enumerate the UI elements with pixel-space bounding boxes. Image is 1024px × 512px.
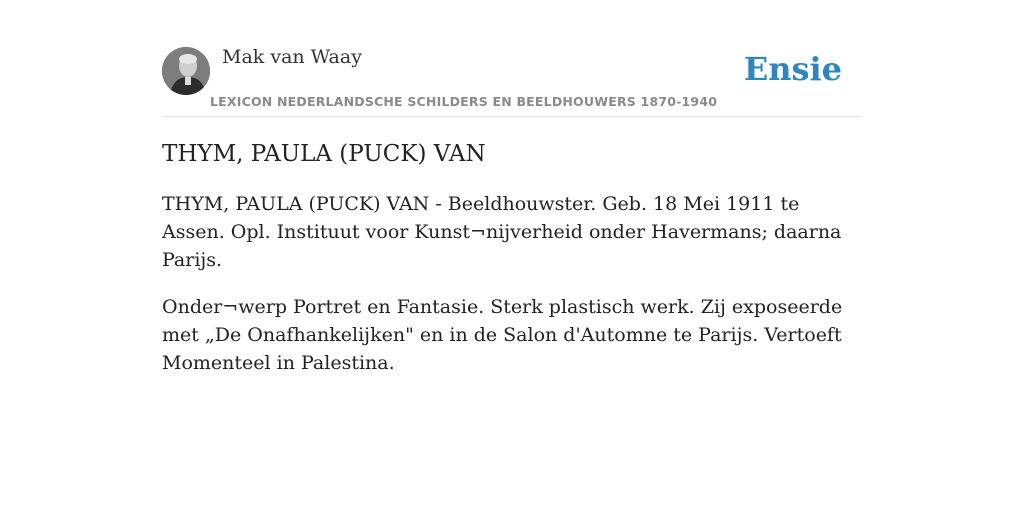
article-title: THYM, PAULA (PUCK) VAN bbox=[162, 141, 486, 167]
portrait-image bbox=[162, 47, 210, 95]
article bbox=[162, 138, 862, 396]
publication-subtitle[interactable]: LEXICON NEDERLANDSCHE SCHILDERS EN BEELDHOUWERS 1870-1940 bbox=[210, 94, 718, 109]
header bbox=[162, 40, 862, 117]
ensie-logo[interactable]: Ensie bbox=[743, 50, 842, 88]
author-name[interactable]: Mak van Waay bbox=[222, 46, 362, 68]
article-paragraph-1: THYM, PAULA (PUCK) VAN - Beeldhouwster. Geb. 18 Mei 1911 te Assen. Opl. Instituut voor Kunst¬nijverheid onder Havermans; daarna Parijs. bbox=[162, 193, 842, 271]
author-avatar[interactable] bbox=[162, 47, 210, 95]
article-paragraph-2: Onder¬werp Portret en Fantasie. Sterk plastisch werk. Zij exposeerde met „De Onafhankelijken" en in de Salon d'Automne te Parijs. Vertoeft Momenteel in Palestina. bbox=[162, 296, 843, 374]
